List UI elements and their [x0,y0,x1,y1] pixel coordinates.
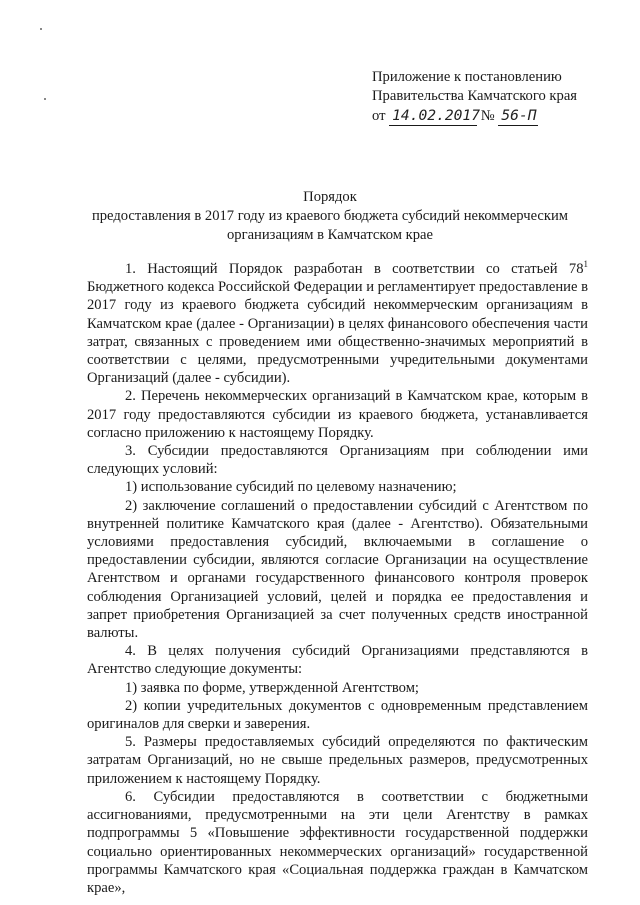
approval-number: 56-П [498,106,538,126]
paragraph-3-item-1: 1) использование субсидий по целевому назначению; [125,479,457,496]
approval-line-2: Правительства Камчатского края [372,88,578,104]
document-body [87,260,588,897]
document-title [70,188,590,245]
scan-speck [44,98,46,100]
approval-line-3 [372,106,622,126]
title-subtitle: предоставления в 2017 году из краевого бюджета субсидий некоммерческим организациям в Камчатском крае [91,208,569,243]
paragraph-4: 4. В целях получения субсидий Организациями представляются в Агентство следующие документы: [87,643,588,678]
paragraph-5: 5. Размеры предоставляемых субсидий определяются по фактическим затратам Организаций, но не свыше предельных размеров, предусмотренных приложением к настоящему Порядку. [87,734,588,787]
approval-number-sign: № [480,108,495,124]
scan-speck [40,28,42,30]
paragraph-4-item-2: 2) копии учредительных документов с одновременным представлением оригиналов для сверки и заверения. [87,697,588,733]
approval-from-label: от [372,108,386,124]
paragraph-3-item-2: 2) заключение соглашений о предоставлении субсидий с Агентством по внутренней политике Камчатского края (далее - Агентство). Обязательными условиями предоставления субсидий, включаемыми в соглашение о предоставлении субсидии, являются согласие Организации на осуществление Агентством и органами государственного финансового контроля проверок соблюдения Организацией условий, целей и порядка ее предоставления и запрет приобретения Организацией за счет полученных средств иностранной валюты. [87,497,588,642]
approval-stamp-block [372,68,622,126]
paragraph-2: 2. Перечень некоммерческих организаций в Камчатском крае, которым в 2017 году предоставляются субсидии из краевого бюджета, устанавливается согласно приложению к настоящему Порядку. [87,388,588,441]
paragraph-6: 6. Субсидии предоставляются в соответствии с бюджетными ассигнованиями, предусмотренными на эти цели Агентству в рамках подпрограммы 5 «Повышение эффективности государственной поддержки социально ориентированных некоммерческих организаций» государственной программы Камчатского края «Социальная поддержка граждан в Камчатском крае», [87,788,588,896]
paragraph-1-superscript: 1 [583,259,588,270]
paragraph-1 [87,260,588,387]
paragraph-1-after: Бюджетного кодекса Российской Федерации и регламентирует предоставление в 2017 году из краевого бюджета субсидий некоммерческим организациям в Камчатском крае (далее - Организации) в целях финансового обеспечения части затрат, связанных с проведением ими общественно-значимых мероприятий в соответствии с целями, предусмотренными учредительными документами Организаций (далее - субсидии). [87,279,588,387]
paragraph-4-item-1: 1) заявка по форме, утвержденной Агентством; [125,679,419,696]
title-heading: Порядок [303,189,357,205]
approval-date: 14.02.2017 [389,106,477,126]
approval-line-1: Приложение к постановлению [372,69,562,85]
paragraph-1-before: 1. Настоящий Порядок разработан в соответствии со статьей 78 [125,261,584,277]
paragraph-3: 3. Субсидии предоставляются Организациям при соблюдении ими следующих условий: [87,443,588,478]
